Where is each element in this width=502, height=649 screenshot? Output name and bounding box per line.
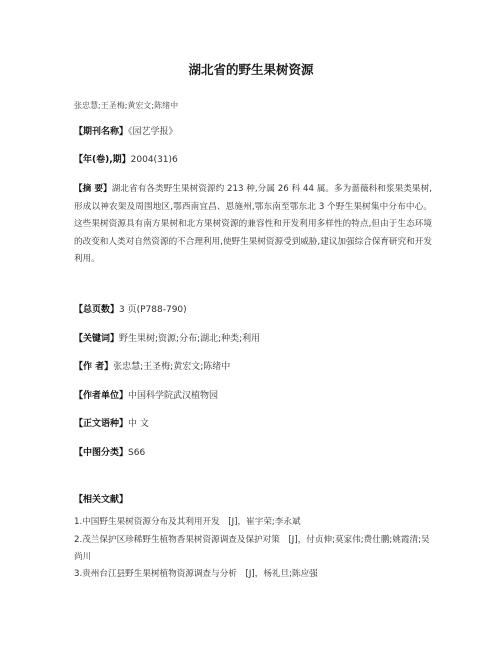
keywords-field <box>74 330 260 348</box>
language-value: 中 文 <box>128 419 149 429</box>
author-field <box>74 358 230 376</box>
affiliation-value: 中国科学院武汉植物园 <box>128 391 219 401</box>
author-value: 张忠慧;王圣梅;黄宏文;陈绪中 <box>113 362 231 372</box>
pages-field <box>74 301 187 319</box>
journal-value: 《园艺学报》 <box>128 127 178 137</box>
related-literature-label: 【相关文献】 <box>74 495 129 505</box>
document-title: 湖北省的野生果树资源 <box>188 62 314 77</box>
affiliation-label: 【作者单位】 <box>74 391 129 401</box>
pages-label: 【总页数】 <box>74 305 120 315</box>
abstract-text: 湖北省有各类野生果树资源约 213 种,分属 26 科 44 属。多为蔷薇科和浆果类果树,形成以神农架及周围地区,鄂西南宜昌、恩施州,鄂东南至鄂东北 3 个野生果树集中分布中心。这些果树资源具有南方果树和北方果树资源的兼容性和开发利用多样性的特点,但由于生态环境的改变和人类对自然资源的不合理利用,使野生果树资源受到威胁,建议加强综合保育研究和开发利用。 <box>74 184 432 265</box>
related-item[interactable]: 3.贵州台江县野生果树植物资源调查与分析 [J]，杨礼旦;陈应强 <box>74 569 318 579</box>
author-label: 【作 者】 <box>74 362 114 372</box>
journal-label: 【期刊名称】 <box>74 127 129 137</box>
author-line: 张忠慧;王圣梅;黄宏文;陈绪中 <box>74 101 179 110</box>
abstract-block <box>74 181 432 269</box>
classification-label: 【中图分类】 <box>74 448 129 458</box>
abstract-label: 【摘 要】 <box>74 184 112 194</box>
keywords-value: 野生果树;资源;分布;湖北;种类;利用 <box>119 334 261 344</box>
related-item[interactable]: 2.茂兰保护区珍稀野生植物香果树资源调查及保护对策 [J]，付贞伸;莫家伟;费仕鹏;姚霞清;吴尚川 <box>74 535 430 562</box>
affiliation-field <box>74 387 218 405</box>
year-issue-field <box>74 151 178 169</box>
journal-field <box>74 123 178 141</box>
classification-value: S66 <box>128 448 146 458</box>
related-item[interactable]: 1.中国野生果树资源分布及其利用开发 [J]，崔宇荣;李永斌 <box>74 517 301 527</box>
language-label: 【正文语种】 <box>74 419 129 429</box>
classification-field <box>74 444 145 462</box>
keywords-label: 【关键词】 <box>74 334 120 344</box>
pages-value: 3 页(P788-790) <box>119 305 187 315</box>
year-issue-label: 【年(卷),期】 <box>74 155 131 165</box>
language-field <box>74 415 149 433</box>
year-issue-value: 2004(31)6 <box>130 155 178 165</box>
